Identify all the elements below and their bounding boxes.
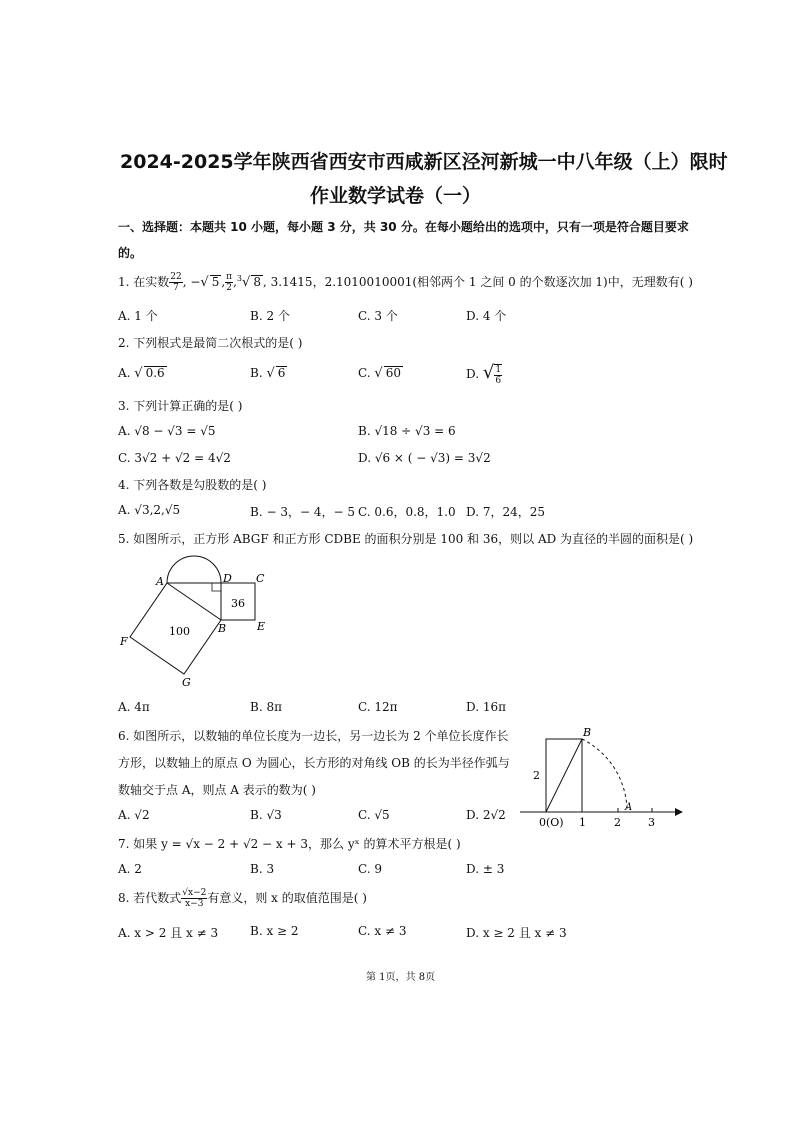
q1-sep3: , — [233, 275, 237, 289]
q1-f2-num: π — [226, 272, 233, 282]
q5-label-e: E — [257, 620, 266, 633]
q2-c-radicand: 60 — [385, 366, 401, 380]
q1-fraction-22-7 — [169, 272, 182, 293]
q1-option-a[interactable]: A. 1 个 — [118, 309, 158, 323]
q2-option-d[interactable] — [466, 362, 502, 386]
q8-frac-num: √x−2 — [182, 888, 207, 898]
q5-label-c: C — [256, 572, 265, 585]
q1-f1-den: 7 — [173, 283, 179, 293]
q5-label-b: B — [218, 622, 227, 635]
exam-title-line1: 2024-2025学年陕西省西安市西咸新区泾河新城一中八年级（上）限时 — [120, 151, 728, 173]
q1-option-b[interactable]: B. 2 个 — [250, 309, 290, 323]
q5-semicircle — [167, 556, 221, 583]
q6-label-a: A — [625, 802, 633, 813]
q1-radicand1: 5 — [211, 275, 220, 289]
radical-icon: √ — [266, 366, 275, 381]
q2-b-radicand: 6 — [277, 366, 286, 380]
q2-d-den: 6 — [495, 375, 502, 386]
q5-option-b[interactable]: B. 8π — [250, 700, 282, 714]
q4-option-d[interactable]: D. 7，24，25 — [466, 505, 545, 519]
q4-stem: 4. 下列各数是勾股数的是( ) — [118, 478, 267, 492]
arrow-right-icon — [675, 808, 683, 816]
q6-line2: 方形，以数轴上的原点 O 为圆心，长方形的对角线 OB 的长为半径作弧与 — [118, 756, 510, 770]
q3-option-a[interactable]: A. √8 − √3 = √5 — [118, 424, 216, 438]
q6-label-t3: 3 — [648, 816, 655, 829]
q8-prefix: 8. 若代数式 — [118, 891, 182, 905]
q2-option-c[interactable] — [358, 366, 403, 381]
q1-rest: , 3.1415，2.1010010001(相邻两个 1 之间 0 的个数逐次加 1)中，无理数有( ) — [262, 275, 693, 289]
q8-stem — [118, 888, 367, 909]
q2-d-label: D. — [466, 367, 483, 381]
q6-option-d[interactable]: D. 2√2 — [466, 808, 506, 822]
q6-label-two: 2 — [533, 769, 540, 782]
q6-label-origin: 0(O) — [539, 816, 564, 829]
q6-line3: 数轴交于点 A，则点 A 表示的数为( ) — [118, 783, 316, 797]
q1-sep2: , — [221, 275, 226, 289]
q8-option-b[interactable]: B. x ≥ 2 — [250, 924, 299, 938]
q6-label-t1: 1 — [579, 816, 586, 829]
q5-right-angle — [212, 583, 221, 591]
q5-label-a: A — [156, 575, 164, 588]
radical-icon: √ — [482, 362, 495, 383]
q4-option-a[interactable]: A. √3,2,√5 — [118, 503, 181, 517]
q5-option-c[interactable]: C. 12π — [358, 700, 398, 714]
q3-stem: 3. 下列计算正确的是( ) — [118, 399, 243, 413]
q7-option-c[interactable]: C. 9 — [358, 862, 383, 876]
q8-rest: 有意义，则 x 的取值范围是( ) — [207, 891, 367, 905]
q1-f2-den: 2 — [226, 283, 232, 293]
q5-option-d[interactable]: D. 16π — [466, 700, 506, 714]
q4-option-c[interactable]: C. 0.6，0.8，1.0 — [358, 505, 456, 519]
radical-icon: √ — [242, 275, 251, 290]
q1-sep1: , − — [182, 275, 201, 289]
q2-b-label: B. — [250, 366, 267, 380]
q2-a-radicand: 0.6 — [145, 366, 165, 380]
q2-c-label: C. — [358, 366, 375, 380]
q5-label-f: F — [120, 635, 128, 648]
q6-figure — [515, 722, 685, 832]
q2-option-a[interactable] — [118, 366, 167, 381]
q5-option-a[interactable]: A. 4π — [118, 700, 150, 714]
q2-option-b[interactable] — [250, 366, 287, 381]
q1-cube-index: 3 — [236, 274, 243, 283]
q7-option-a[interactable]: A. 2 — [118, 862, 142, 876]
q1-radicand2: 8 — [253, 275, 261, 289]
q6-option-a[interactable]: A. √2 — [118, 808, 150, 822]
q8-option-d[interactable]: D. x ≥ 2 且 x ≠ 3 — [466, 926, 567, 940]
q3-option-c[interactable]: C. 3√2 + √2 = 4√2 — [118, 451, 231, 465]
radical-icon: √ — [374, 366, 383, 381]
q6-option-c[interactable]: C. √5 — [358, 808, 390, 822]
q8-option-a[interactable]: A. x > 2 且 x ≠ 3 — [118, 926, 219, 940]
q2-stem: 2. 下列根式是最简二次根式的是( ) — [118, 336, 303, 350]
q5-stem: 5. 如图所示，正方形 ABGF 和正方形 CDBE 的面积分别是 100 和 36，则以 AD 为直径的半圆的面积是( ) — [118, 532, 694, 546]
q2-d-num: 1 — [495, 364, 502, 375]
q6-diagonal-ob — [546, 739, 582, 812]
section-heading-line2: 的。 — [118, 246, 143, 260]
page-footer: 第 1页，共 8页 — [366, 972, 436, 983]
q7-option-d[interactable]: D. ± 3 — [466, 862, 505, 876]
q6-arc — [582, 739, 627, 812]
q6-line1: 6. 如图所示，以数轴的单位长度为一边长，另一边长为 2 个单位长度作长 — [118, 729, 509, 743]
q4-option-b[interactable]: B. − 3，− 4，− 5 — [250, 505, 355, 519]
q3-option-b[interactable]: B. √18 ÷ √3 = 6 — [358, 424, 456, 438]
q1-stem — [118, 272, 693, 293]
q1-f1-num: 22 — [170, 272, 182, 282]
radical-icon: √ — [134, 366, 143, 381]
q1-option-c[interactable]: C. 3 个 — [358, 309, 398, 323]
q5-label-g: G — [182, 676, 191, 689]
q6-label-b: B — [583, 726, 592, 739]
q2-d-fraction — [494, 364, 502, 386]
q6-option-b[interactable]: B. √3 — [250, 808, 282, 822]
q5-area-big: 100 — [169, 625, 190, 638]
q5-figure — [110, 550, 280, 690]
q3-option-d[interactable]: D. √6 × ( − √3) = 3√2 — [358, 451, 491, 465]
exam-title-line2: 作业数学试卷（一） — [310, 185, 482, 207]
q1-prefix: 1. 在实数 — [118, 275, 170, 289]
q5-area-small: 36 — [231, 597, 245, 610]
q8-fraction — [181, 888, 207, 909]
q8-option-c[interactable]: C. x ≠ 3 — [358, 924, 407, 938]
section-heading-line1: 一、选择题：本题共 10 小题，每小题 3 分，共 30 分。在每小题给出的选项中，只有一项是符合题目要求 — [118, 220, 689, 234]
q8-frac-den: x−3 — [185, 899, 204, 909]
q7-stem: 7. 如果 y = √x − 2 + √2 − x + 3，那么 yˣ 的算术平方根是( ) — [118, 837, 461, 851]
q7-option-b[interactable]: B. 3 — [250, 862, 275, 876]
q1-fraction-pi-2 — [225, 272, 233, 293]
q2-a-label: A. — [118, 366, 135, 380]
q6-label-t2: 2 — [614, 816, 621, 829]
radical-icon: √ — [200, 275, 209, 290]
q1-option-d[interactable]: D. 4 个 — [466, 309, 507, 323]
q5-label-d: D — [223, 572, 232, 585]
